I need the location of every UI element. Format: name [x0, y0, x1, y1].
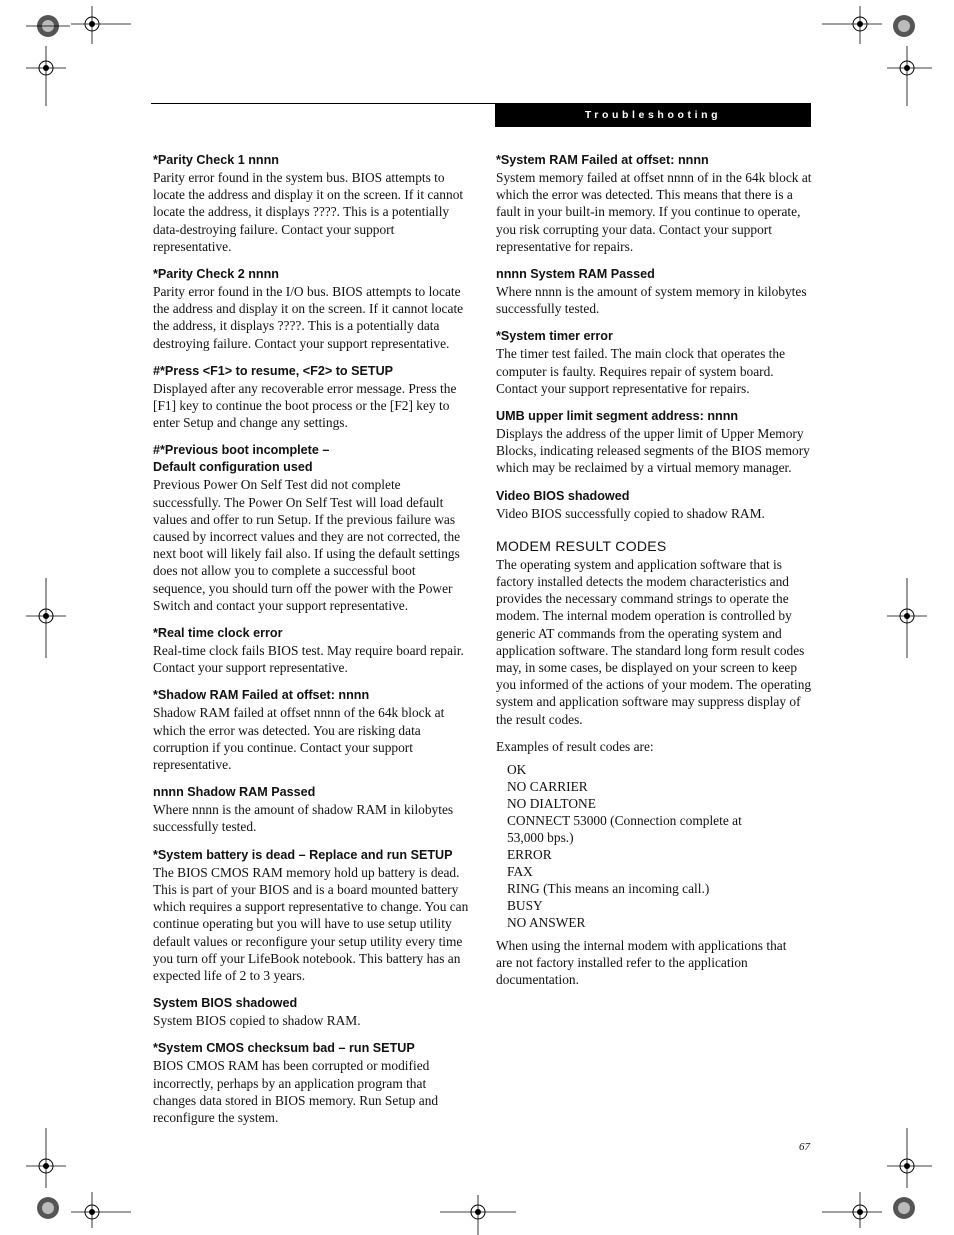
error-entry [153, 266, 471, 352]
modem-section-title: MODEM RESULT CODES [496, 537, 667, 554]
error-heading: *Parity Check 2 nnnn [153, 267, 279, 282]
registration-mark-icon [26, 578, 66, 658]
error-entry [153, 152, 471, 255]
section-header-bar [495, 103, 811, 127]
error-description: System memory failed at offset nnnn of in the 64k block at which the error was detected. This means that there is a fault in your built-in memory. If you continue to operate, you risk corrupting your data. Contact your support representative for repairs. [496, 170, 812, 254]
error-description: Shadow RAM failed at offset nnnn of the 64k block at which the error was detected. You are risking data corruption if you continue. Contact your support representative. [153, 705, 445, 773]
result-code: NO ANSWER [507, 915, 586, 931]
error-description: The timer test failed. The main clock that operates the computer is faulty. Requires repair of system board. Contact your support representative for repairs. [496, 346, 786, 396]
error-description: System BIOS copied to shadow RAM. [153, 1013, 361, 1029]
error-heading: *Shadow RAM Failed at offset: nnnn [153, 688, 370, 703]
result-code: NO DIALTONE [507, 796, 596, 812]
result-code: OK [507, 762, 527, 778]
registration-mark-icon [822, 6, 932, 106]
error-entry [496, 152, 812, 255]
result-code-list [507, 761, 812, 931]
result-code: RING (This means an incoming call.) [507, 881, 710, 897]
error-entry [153, 847, 471, 984]
error-entry [496, 408, 812, 477]
registration-mark-icon [440, 1195, 516, 1235]
result-code: CONNECT 53000 (Connection complete at 53,000 bps.) [507, 813, 742, 846]
error-description: Previous Power On Self Test did not complete successfully. The Power On Self Test will load default values and offer to run Setup. If the previous failure was caused by incorrect values and they are not corrected, the next boot will likely fail also. If using the default settings does not allow you to complete a successful boot sequence, you should turn off the power with the Power Switch and contact your support representative. [153, 477, 461, 613]
error-heading: #*Previous boot incomplete – Default configuration used [153, 443, 330, 475]
registration-mark-icon [887, 578, 927, 658]
error-heading: System BIOS shadowed [153, 996, 298, 1011]
error-entry [153, 687, 471, 773]
error-entry [153, 363, 471, 432]
error-entry [153, 625, 471, 676]
error-entry [496, 328, 812, 397]
registration-mark-icon [822, 1128, 932, 1228]
error-heading: *System battery is dead – Replace and run SETUP [153, 847, 453, 862]
error-entry [153, 995, 471, 1029]
left-column [153, 152, 471, 1137]
error-description: Parity error found in the system bus. BIOS attempts to locate the address and display it on the screen. If it cannot locate the address, it displays ????. This is a potentially data-destroying failure. Contact your support representative. [153, 170, 464, 254]
right-column [496, 152, 812, 989]
error-description: Where nnnn is the amount of shadow RAM in kilobytes successfully tested. [153, 802, 454, 835]
error-entry [496, 266, 812, 317]
error-heading: nnnn System RAM Passed [496, 267, 655, 282]
result-code: FAX [507, 864, 533, 880]
error-entry [153, 784, 471, 835]
error-heading: *System timer error [496, 329, 613, 344]
result-code: ERROR [507, 847, 552, 863]
error-description: Where nnnn is the amount of system memory in kilobytes successfully tested. [496, 284, 807, 317]
examples-label: Examples of result codes are: [496, 738, 654, 754]
error-entry [496, 488, 812, 522]
registration-mark-icon [26, 1128, 131, 1228]
error-description: The BIOS CMOS RAM memory hold up battery is dead. This is part of your BIOS and is a board mounted battery which requires a support representative to change. You can continue operating but you will have to use setup utility default values or reconfigure your setup utility every time you turn off your LifeBook notebook. This battery has an expected life of 2 to 3 years. [153, 864, 469, 983]
result-code: NO CARRIER [507, 779, 588, 795]
error-heading: UMB upper limit segment address: nnnn [496, 409, 739, 424]
page-number: 67 [799, 1141, 810, 1153]
error-description: BIOS CMOS RAM has been corrupted or modified incorrectly, perhaps by an application program that changes data stored in BIOS memory. Run Setup and reconfigure the system. [153, 1058, 439, 1125]
error-heading: #*Press <F1> to resume, <F2> to SETUP [153, 363, 394, 378]
error-heading: *System CMOS checksum bad – run SETUP [153, 1041, 415, 1056]
error-description: Parity error found in the I/O bus. BIOS attempts to locate the address and display it on the screen. If it cannot locate the address, it displays ????. This is a potentially data destroying failure. Contact your support representative. [153, 284, 464, 351]
header-rule [151, 103, 495, 104]
section-label: Troubleshooting [584, 109, 722, 121]
error-entry [153, 442, 471, 614]
error-heading: nnnn Shadow RAM Passed [153, 785, 316, 800]
error-description: Displays the address of the upper limit of Upper Memory Blocks, indicating released segments of the BIOS memory which may be reclaimed by a virtual memory manager. [496, 426, 810, 476]
error-heading: *Real time clock error [153, 626, 283, 641]
error-heading: *System RAM Failed at offset: nnnn [496, 153, 709, 167]
modem-intro: The operating system and application software that is factory installed detects the modem characteristics and provides the necessary command strings to operate the modem. The internal modem operation is controlled by generic AT commands from the operating system and application software. The standard long form result codes may, in some cases, be displayed on your screen to keep you informed of the actions of your modem. The operating system and application software may suppress display of the result codes. [496, 556, 812, 727]
modem-closing-note: When using the internal modem with applications that are not factory installed refer to the application documentation. [496, 938, 787, 988]
error-description: Real-time clock fails BIOS test. May require board repair. Contact your support representative. [153, 643, 464, 676]
error-description: Displayed after any recoverable error message. Press the [F1] key to continue the boot process or the [F2] key to enter Setup and change any settings. [153, 380, 457, 431]
registration-mark-icon [26, 6, 131, 106]
error-heading: Video BIOS shadowed [496, 488, 630, 503]
error-heading: *Parity Check 1 nnnn [153, 153, 279, 167]
error-description: Video BIOS successfully copied to shadow RAM. [496, 505, 765, 521]
error-entry [153, 1040, 471, 1126]
result-code: BUSY [507, 898, 543, 914]
